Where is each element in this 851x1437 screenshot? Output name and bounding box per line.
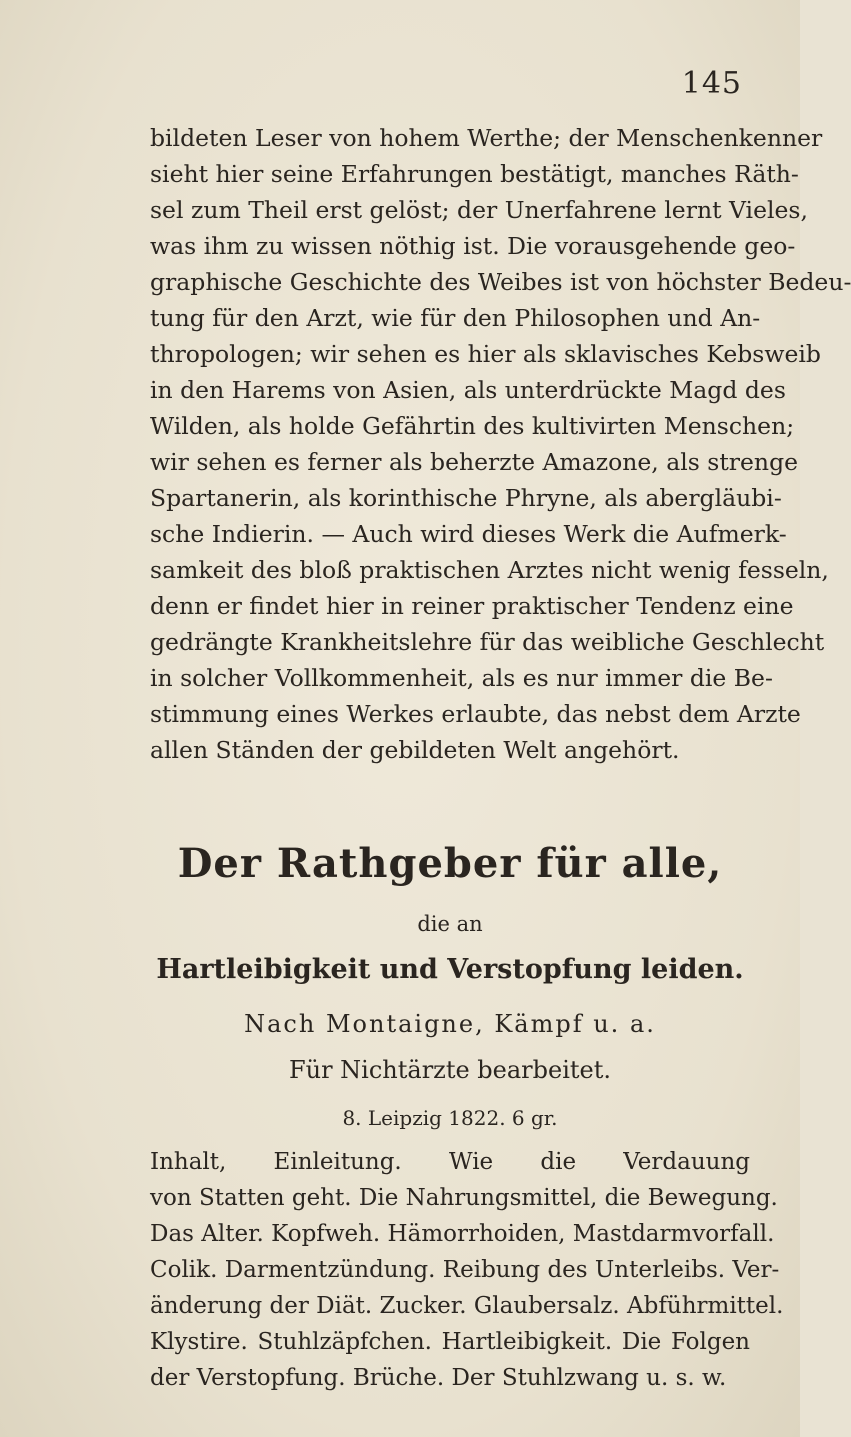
contents-line: änderung der Diät. Zucker. Glaubersalz. Abführmittel. <box>150 1293 784 1319</box>
text-line: tung für den Arzt, wie für den Philosophen und An- <box>150 304 761 332</box>
text-line: bildeten Leser von hohem Werthe; der Menschenkenner <box>150 124 823 152</box>
text-line: was ihm zu wissen nöthig ist. Die vorausgehende geo- <box>150 232 796 260</box>
text-line: sieht hier seine Erfahrungen bestätigt, manches Räth- <box>150 160 799 188</box>
contents-line: Colik. Darmentzündung. Reibung des Unterleibs. Ver- <box>150 1257 780 1283</box>
text-line: gedrängte Krankheitslehre für das weibliche Geschlecht <box>150 628 825 656</box>
advertised-book-title: Der Rathgeber für alle, <box>177 840 723 887</box>
contents-line: der Verstopfung. Brüche. Der Stuhlzwang u. s. w. <box>150 1365 727 1391</box>
audience-line: Für Nichtärzte bearbeitet. <box>288 1056 612 1084</box>
contents-line: von Statten geht. Die Nahrungsmittel, die Bewegung. <box>150 1185 778 1211</box>
text-line: graphische Geschichte des Weibes ist von höchster Bedeu- <box>150 268 851 296</box>
text-line: thropologen; wir sehen es hier als sklavisches Kebsweib <box>150 340 821 368</box>
text-line: sche Indierin. — Auch wird dieses Werk die Aufmerk- <box>150 520 787 548</box>
page-number: 145 <box>681 66 742 101</box>
text-line: sel zum Theil erst gelöst; der Unerfahrene lernt Vieles, <box>150 196 808 224</box>
title-connector: die an <box>417 912 483 936</box>
text-line: allen Ständen der gebildeten Welt angehört. <box>150 736 680 764</box>
contents-paragraph <box>150 1144 784 1396</box>
author-line: Nach Montaigne, Kämpf u. a. <box>244 1010 656 1038</box>
contents-line: Das Alter. Kopfweh. Hämorrhoiden, Mastdarmvorfall. <box>150 1221 775 1247</box>
text-line: samkeit des bloß praktischen Arztes nicht wenig fesseln, <box>150 556 829 584</box>
text-line: wir sehen es ferner als beherzte Amazone, als strenge <box>150 448 799 476</box>
title-subject: Hartleibigkeit und Verstopfung leiden. <box>156 954 744 985</box>
text-line: stimmung eines Werkes erlaubte, das nebst dem Arzte <box>150 700 801 728</box>
contents-line: Klystire. Stuhlzäpfchen. Hartleibigkeit. Die Folgen <box>150 1329 750 1355</box>
text-line: denn er findet hier in reiner praktischer Tendenz eine <box>150 592 794 620</box>
imprint-line: 8. Leipzig 1822. 6 gr. <box>342 1106 558 1130</box>
text-line: in solcher Vollkommenheit, als es nur immer die Be- <box>150 664 773 692</box>
body-paragraph <box>150 120 851 768</box>
text-line: in den Harems von Asien, als unterdrückte Magd des <box>150 376 786 404</box>
contents-line: Inhalt, Einleitung. Wie die Verdauung <box>150 1149 750 1175</box>
text-line: Spartanerin, als korinthische Phryne, als abergläubi- <box>150 484 782 512</box>
text-line: Wilden, als holde Gefährtin des kultivirten Menschen; <box>150 412 795 440</box>
